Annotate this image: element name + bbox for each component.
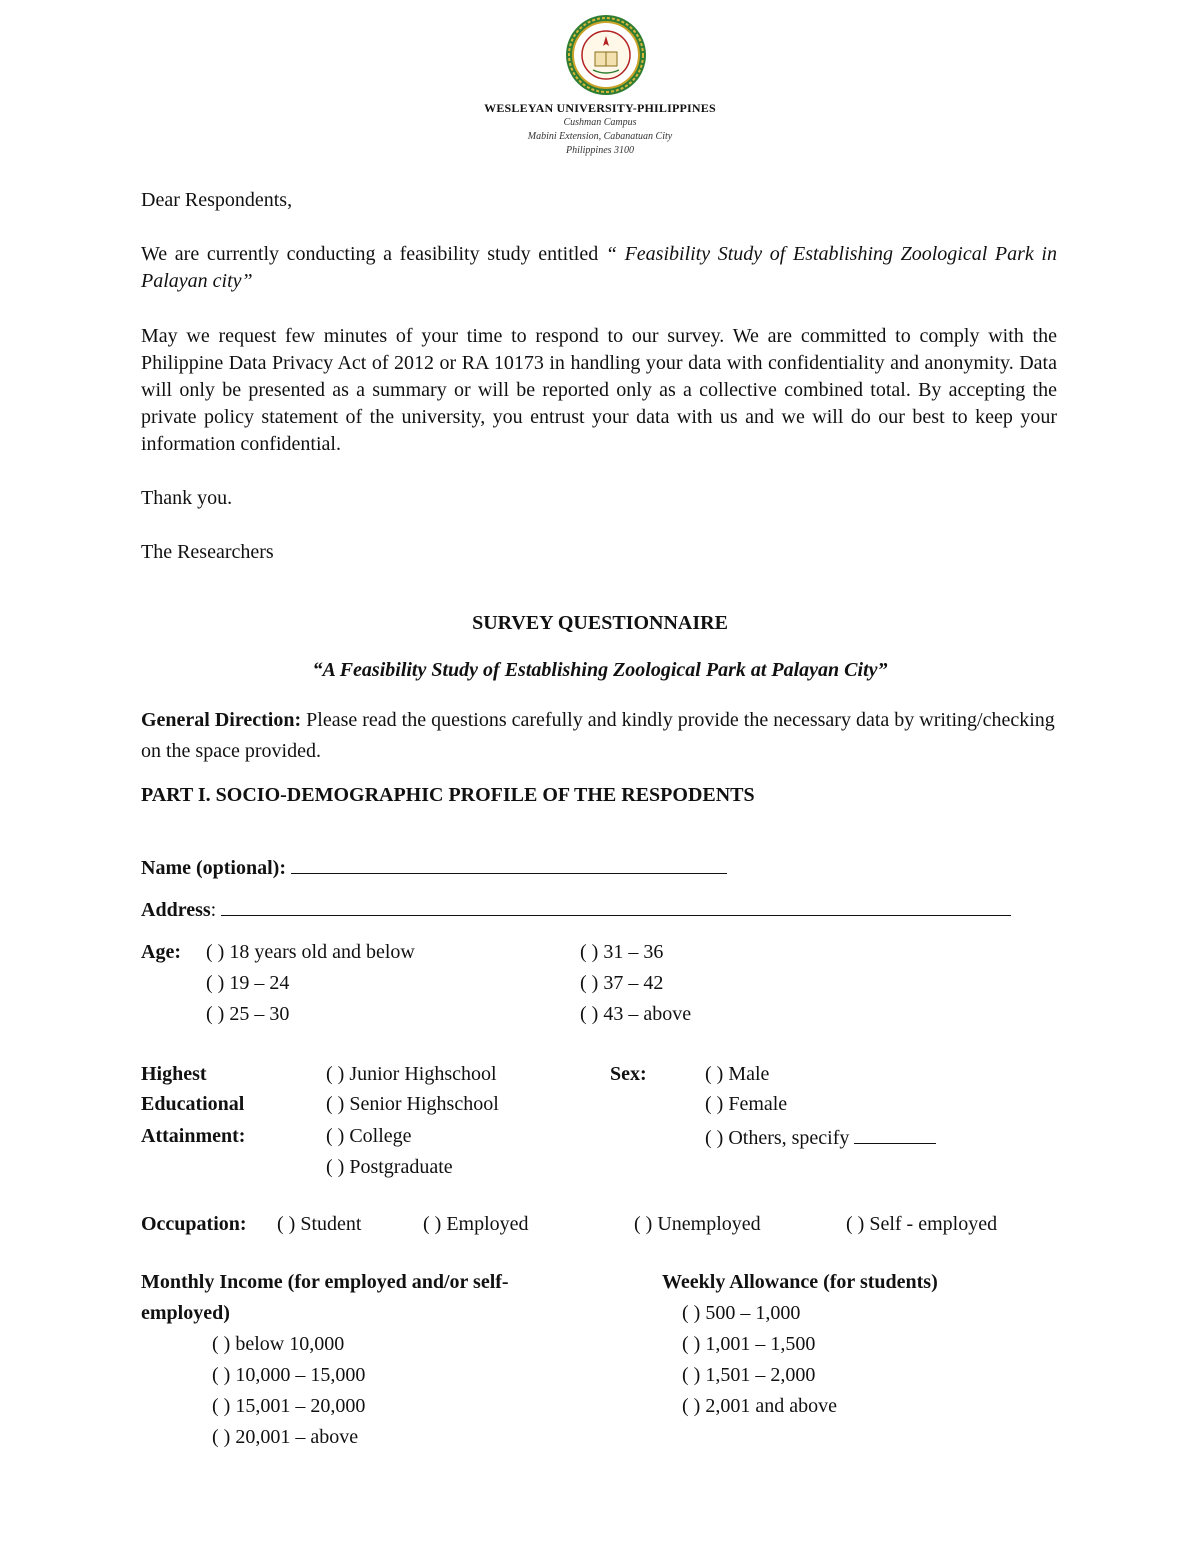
allowance-label: Weekly Allowance (for students): [662, 1271, 938, 1293]
allowance-option[interactable]: ( ) 2,001 and above: [682, 1395, 837, 1417]
allowance-option[interactable]: ( ) 1,501 – 2,000: [682, 1364, 816, 1386]
age-option[interactable]: ( ) 19 – 24: [206, 972, 290, 994]
age-option[interactable]: ( ) 31 – 36: [580, 941, 664, 963]
name-row: [141, 855, 727, 880]
education-option[interactable]: ( ) Junior Highschool: [326, 1063, 497, 1085]
address-colon: :: [210, 899, 217, 921]
sex-option[interactable]: ( ) Male: [705, 1063, 770, 1085]
age-label: Age:: [141, 941, 181, 963]
university-name: WESLEYAN UNIVERSITY-PHILIPPINES: [484, 101, 716, 115]
income-label-line: employed): [141, 1302, 230, 1324]
income-option[interactable]: ( ) 15,001 – 20,000: [212, 1395, 366, 1417]
direction-label: General Direction:: [141, 709, 302, 731]
thank-you: Thank you.: [141, 487, 233, 509]
direction-text: Please read the questions carefully and kindly provide the necessary data by writing/checking on the space provided.: [141, 709, 1055, 762]
campus-address: Mabini Extension, Cabanatuan City: [527, 131, 673, 142]
survey-subtitle: “A Feasibility Study of Establishing Zoological Park at Palayan City”: [312, 659, 888, 681]
income-option[interactable]: ( ) 20,001 – above: [212, 1426, 359, 1448]
age-option[interactable]: ( ) 37 – 42: [580, 972, 664, 994]
income-option[interactable]: ( ) below 10,000: [212, 1333, 345, 1355]
sex-option[interactable]: ( ) Female: [705, 1093, 788, 1115]
survey-title: SURVEY QUESTIONNAIRE: [472, 612, 728, 634]
greeting: Dear Respondents,: [141, 189, 293, 211]
education-label-line: Attainment:: [141, 1125, 246, 1147]
education-option[interactable]: ( ) Postgraduate: [326, 1156, 453, 1178]
signature: The Researchers: [141, 541, 274, 563]
name-label: Name (optional):: [141, 857, 286, 879]
campus-country: Philippines 3100: [565, 145, 635, 156]
part1-heading: PART I. SOCIO-DEMOGRAPHIC PROFILE OF THE RESPODENTS: [141, 784, 755, 806]
study-title: “ Feasibility Study of Establishing Zoological Park in Palayan city”: [141, 243, 1057, 292]
sex-specify-field[interactable]: [854, 1125, 936, 1144]
occupation-option[interactable]: ( ) Student: [277, 1213, 362, 1235]
occupation-label: Occupation:: [141, 1213, 247, 1235]
intro-lead: We are currently conducting a feasibility study entitled: [141, 243, 606, 265]
sex-others-row: [705, 1125, 936, 1150]
age-option[interactable]: ( ) 43 – above: [580, 1003, 692, 1025]
campus-name: Cushman Campus: [563, 117, 637, 128]
occupation-option[interactable]: ( ) Employed: [423, 1213, 529, 1235]
university-seal-icon: [565, 14, 647, 96]
education-label-line: Educational: [141, 1093, 245, 1115]
age-option[interactable]: ( ) 25 – 30: [206, 1003, 290, 1025]
education-label-line: Highest: [141, 1063, 207, 1085]
education-option[interactable]: ( ) Senior Highschool: [326, 1093, 499, 1115]
address-field[interactable]: [221, 897, 1011, 916]
name-field[interactable]: [291, 855, 727, 874]
occupation-option[interactable]: ( ) Self - employed: [846, 1213, 998, 1235]
age-option[interactable]: ( ) 18 years old and below: [206, 941, 415, 963]
sex-label: Sex:: [610, 1063, 647, 1085]
intro-paragraph: [141, 241, 1057, 295]
education-option[interactable]: ( ) College: [326, 1125, 412, 1147]
address-row: [141, 897, 1011, 922]
sex-option[interactable]: ( ) Others, specify: [705, 1127, 855, 1149]
privacy-paragraph: May we request few minutes of your time to respond to our survey. We are committed to comply with the Philippine Data Privacy Act of 2012 or RA 10173 in handling your data with confidentiality and anonymity. Data will only be presented as a summary or will be reported only as a collective combined total. By accepting the private policy statement of the university, you entrust your data with us and we will do our best to keep your information confidential.: [141, 325, 1057, 455]
income-label-line: Monthly Income (for employed and/or self-: [141, 1271, 509, 1293]
income-option[interactable]: ( ) 10,000 – 15,000: [212, 1364, 366, 1386]
allowance-option[interactable]: ( ) 500 – 1,000: [682, 1302, 801, 1324]
general-direction: [141, 705, 1057, 767]
address-label: Address: [141, 899, 211, 921]
allowance-option[interactable]: ( ) 1,001 – 1,500: [682, 1333, 816, 1355]
occupation-option[interactable]: ( ) Unemployed: [634, 1213, 761, 1235]
